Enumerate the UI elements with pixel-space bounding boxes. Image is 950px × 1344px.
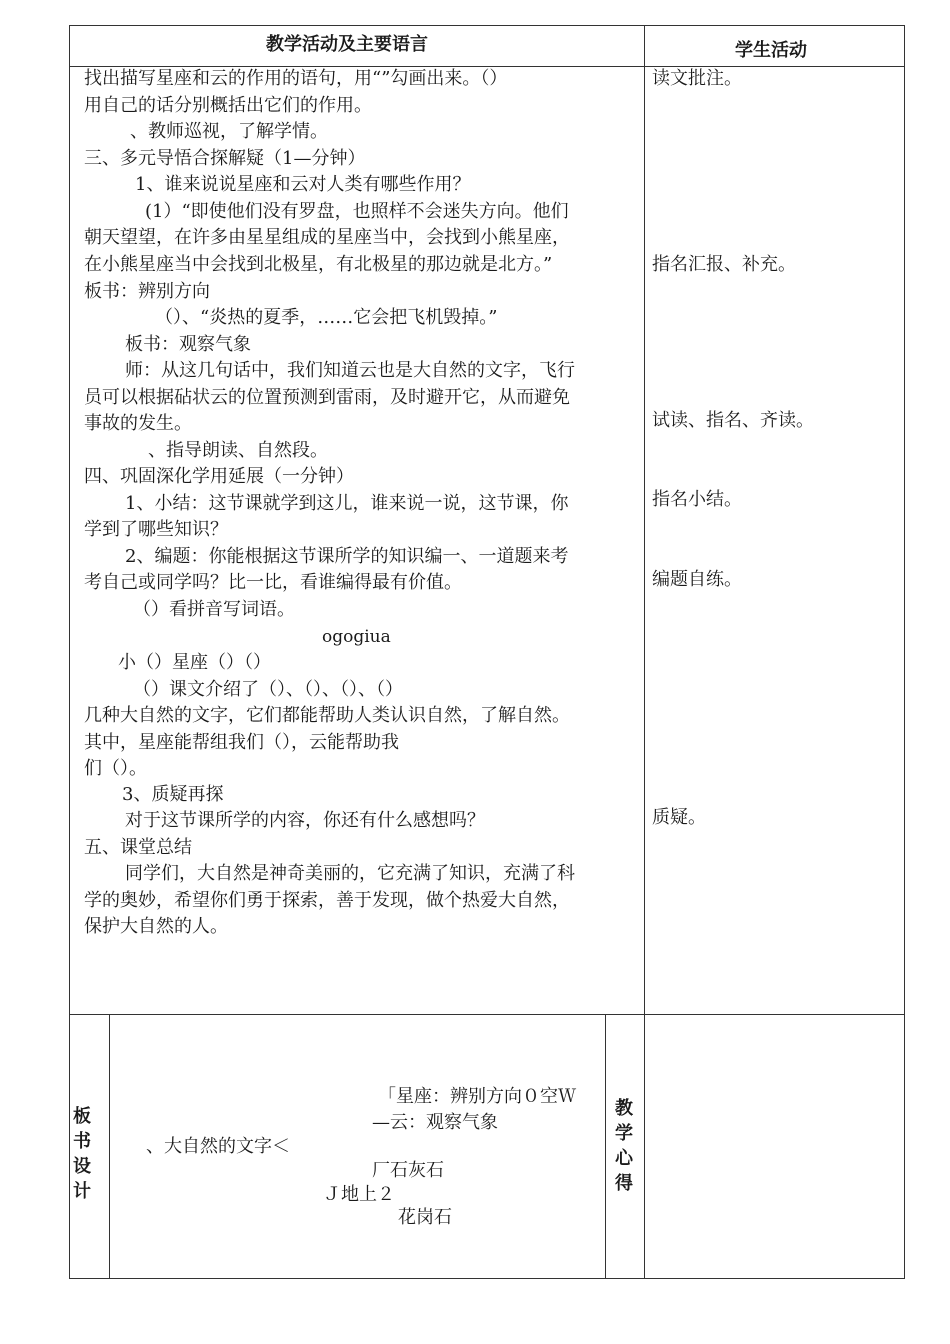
teaching-line: 五、课堂总结 <box>84 837 192 858</box>
board-ground: Ｊ地上２ <box>323 1184 395 1205</box>
teaching-line: 小（）星座（）（） <box>118 652 271 673</box>
board-limestone: 厂石灰石 <box>372 1160 444 1181</box>
teaching-line: 员可以根据砧状云的位置预测到雷雨，及时避开它，从而避免 <box>84 387 570 408</box>
student-note: 质疑。 <box>652 807 706 828</box>
teaching-line: 事故的发生。 <box>84 413 192 434</box>
teaching-line: 们（）。 <box>84 758 147 779</box>
teaching-line: 1、小结：这节课就学到这儿，谁来说一说，这节课，你 <box>125 493 569 514</box>
student-note: 试读、指名、齐读。 <box>652 410 814 431</box>
board-cloud: —云：观察气象 <box>372 1112 498 1133</box>
student-header: 学生活动 <box>735 40 807 61</box>
teaching-line: 学到了哪些知识？ <box>84 519 228 540</box>
teaching-line: 3、质疑再探 <box>122 784 224 805</box>
teaching-header: 教学活动及主要语言 <box>266 34 428 55</box>
teaching-line: (1）“即使他们没有罗盘，也照样不会迷失方向。他们 <box>145 201 569 222</box>
board-label-divider <box>109 1014 110 1279</box>
student-note: 读文批注。 <box>652 68 742 89</box>
teaching-line: 板书：观察气象 <box>125 334 251 355</box>
teaching-line: 对于这节课所学的内容，你还有什么感想吗？ <box>125 810 485 831</box>
teaching-line: 1、谁来说说星座和云对人类有哪些作用？ <box>135 174 471 195</box>
teaching-line: 用自己的话分别概括出它们的作用。 <box>84 95 372 116</box>
board-divider <box>69 1014 905 1015</box>
teaching-line: 在小熊星座当中会找到北极星，有北极星的那边就是北方。” <box>84 254 553 275</box>
teaching-line: 其中，星座能帮组我们（），云能帮助我 <box>84 732 399 753</box>
teaching-line: 学的奥妙，希望你们勇于探索，善于发现，做个热爱大自然， <box>84 890 570 911</box>
teaching-line: ogogiua <box>322 627 391 647</box>
teaching-line: 三、多元导悟合探解疑（1—分钟） <box>84 148 366 169</box>
teaching-line: 师：从这几句话中，我们知道云也是大自然的文字，飞行 <box>125 360 575 381</box>
teaching-line: 同学们，大自然是神奇美丽的，它充满了知识，充满了科 <box>125 863 575 884</box>
board-granite: 花岗石 <box>398 1207 452 1228</box>
teaching-line: 四、巩固深化学用延展（一分钟） <box>84 466 354 487</box>
teaching-line: 朝天望望，在许多由星星组成的星座当中，会找到小熊星座， <box>84 227 570 248</box>
teaching-line: （）课文介绍了（）、（）、（）、（） <box>133 679 403 700</box>
board-design-label: 板书设计 <box>73 1106 91 1202</box>
board-star: 「星座：辨别方向０空Ｗ <box>378 1086 576 1107</box>
teaching-line: 考自己或同学吗？比一比，看谁编得最有价值。 <box>84 572 462 593</box>
teaching-line: 2、编题：你能根据这节课所学的知识编一、一道题来考 <box>125 546 569 567</box>
teaching-line: 几种大自然的文字，它们都能帮助人类认识自然，了解自然。 <box>84 705 570 726</box>
student-note: 指名小结。 <box>652 489 742 510</box>
teaching-line: 找出描写星座和云的作用的语句，用“”勾画出来。（） <box>84 68 508 89</box>
teaching-line: 、教师巡视，了解学情。 <box>130 121 328 142</box>
reflection-label-divider <box>605 1014 606 1279</box>
teaching-line: 保护大自然的人。 <box>84 916 228 937</box>
student-note: 指名汇报、补充。 <box>652 254 796 275</box>
teaching-line: （）看拼音写词语。 <box>133 599 295 620</box>
teaching-line: 、指导朗读、自然段。 <box>148 440 328 461</box>
column-divider <box>644 25 645 1279</box>
reflection-label: 教学心得 <box>615 1098 633 1194</box>
board-main: 、大自然的文字＜ <box>146 1136 290 1157</box>
teaching-line: （）、“炎热的夏季，……它会把飞机毁掉。” <box>155 307 498 328</box>
teaching-line: 板书：辨别方向 <box>84 281 210 302</box>
student-note: 编题自练。 <box>652 569 742 590</box>
